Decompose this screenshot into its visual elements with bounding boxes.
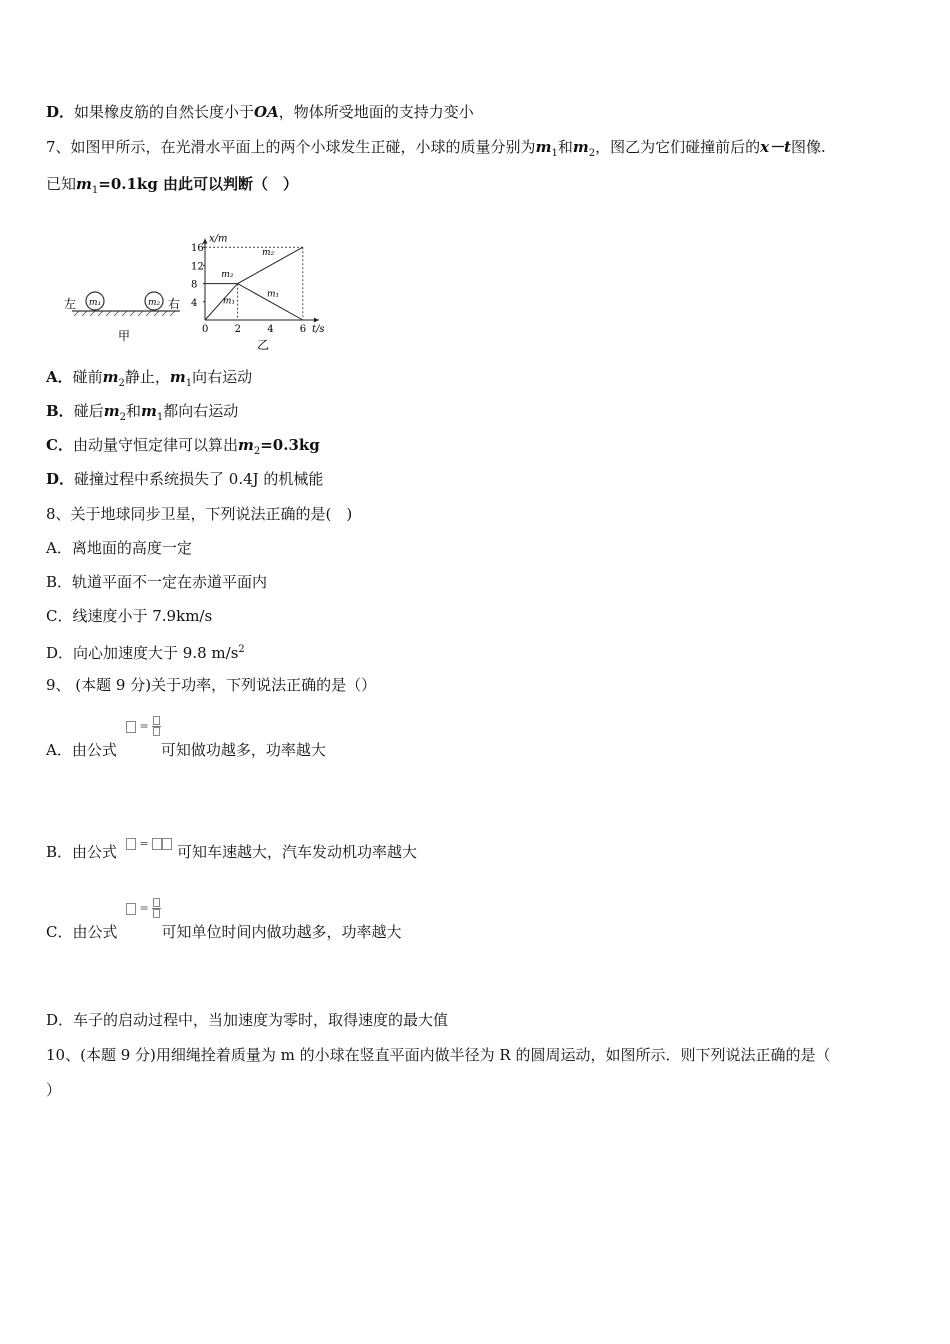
label-m1-before: m₁ (222, 296, 236, 307)
x-tick-label: 4 (267, 324, 274, 335)
fraction (152, 716, 161, 737)
option-text: 如果橡皮筋的自然长度小于 (74, 103, 255, 121)
stem-text: 如图甲所示，在光滑水平面上的两个小球发生正碰，小球的质量分别为 (70, 138, 536, 156)
option-text: 和 (125, 402, 141, 420)
option-text: 碰前 (72, 368, 103, 386)
q7-stem (46, 137, 826, 164)
q10-stem-close: ） (46, 1081, 62, 1099)
q7-option-a (46, 367, 252, 394)
symbol-m: m (140, 402, 157, 420)
q9-option-c (46, 922, 402, 942)
q8-option-a: A．离地面的高度一定 (46, 539, 192, 557)
symbol-m: m (76, 175, 92, 193)
q9-option-a (46, 740, 326, 760)
stem-text: 已知 (46, 175, 77, 193)
caption-yi: 乙 (257, 338, 270, 350)
y-tick-label: 4 (191, 297, 198, 309)
subscript: 2 (119, 412, 126, 423)
option-text: 可知车速越大，汽车发动机功率越大 (177, 843, 418, 861)
option-text: 向右运动 (192, 368, 253, 386)
option-label: D． (46, 470, 75, 488)
figure-jia (60, 280, 190, 350)
symbol-m: m (103, 402, 120, 420)
label-right: 右 (168, 297, 181, 311)
superscript: 2 (238, 644, 245, 655)
chart-marks (205, 247, 303, 320)
label-m2-before: m₂ (221, 269, 234, 280)
formula-p-w-over-t-a (126, 716, 161, 737)
figure-yi-xt-graph (188, 205, 348, 350)
q9-option-d: D．车子的启动过程中，当加速度为零时，取得速度的最大值 (46, 1011, 449, 1029)
label-m1-after: m₁ (266, 289, 280, 300)
symbol-m: m (169, 368, 186, 386)
option-text: B．由公式 (46, 843, 118, 861)
stem-text: ，图乙为它们碰撞前后的 (595, 138, 761, 156)
symbol-m: m (237, 436, 254, 454)
option-text: A．由公式 (46, 741, 117, 759)
subscript: 1 (185, 378, 193, 389)
option-text: 静止， (124, 368, 170, 386)
symbol-xt: x－t (760, 138, 791, 156)
x-axis-label: t/s (311, 324, 325, 335)
x-tick-label: 2 (234, 324, 241, 335)
y-tick-label: 12 (191, 261, 204, 273)
placeholder-glyph (126, 903, 136, 915)
subscript: 1 (551, 148, 558, 159)
question-number: 7、 (46, 138, 71, 156)
ground-hatch (74, 311, 175, 316)
q6-option-d (46, 102, 474, 122)
subscript: 2 (118, 378, 125, 389)
y-tick-label: 16 (191, 243, 204, 255)
option-text: 都向右运动 (163, 402, 239, 420)
label-left: 左 (64, 297, 77, 311)
x-axis-arrow (314, 318, 319, 323)
option-text: 可知做功越多，功率越大 (160, 741, 326, 759)
q8-stem: 8、关于地球同步卫星，下列说法正确的是( ) (46, 505, 353, 523)
equals-sign: = (139, 719, 149, 733)
x-tick-label: 0 (202, 324, 209, 335)
option-text: ，物体所受地面的支持力变小 (278, 103, 474, 121)
label-m2-after: m₂ (262, 247, 275, 258)
q9-stem: 9、 (本题 9 分)关于功率，下列说法正确的是（） (46, 676, 377, 694)
subscript: 1 (156, 412, 164, 423)
x-tick-label: 6 (299, 324, 307, 335)
option-label: C． (46, 436, 73, 454)
axes (191, 239, 319, 335)
q8-option-b: B．轨道平面不一定在赤道平面内 (46, 573, 268, 591)
q10-stem: 10、(本题 9 分)用细绳拴着质量为 m 的小球在竖直平面内做半径为 R 的圆周运动，如图所示．则下列说法正确的是（ (46, 1046, 831, 1064)
q7-option-c (46, 435, 320, 462)
q8-option-c: C．线速度小于 7.9km/s (46, 607, 213, 625)
ball-m1-label: m₁ (89, 298, 102, 308)
caption-jia: 甲 (118, 329, 131, 343)
series-line-m2 (205, 247, 303, 283)
symbol-oa: OA (254, 103, 279, 121)
option-text: 可知单位时间内做功越多，功率越大 (161, 923, 402, 941)
series-line-m1 (205, 284, 303, 320)
option-text: 碰撞过程中系统损失了 0.4J 的机械能 (74, 470, 324, 488)
option-text: D．向心加速度大于 9.8 m/s (46, 644, 239, 662)
option-label: D． (46, 103, 75, 121)
option-label: B． (46, 402, 74, 420)
placeholder-glyph (126, 721, 136, 733)
y-tick-label: 8 (191, 279, 198, 291)
q7-option-b (46, 401, 238, 428)
subscript: 2 (588, 148, 596, 159)
equals-sign: = (139, 901, 149, 915)
fraction (152, 898, 161, 919)
option-text: =0.3kg (260, 436, 320, 454)
stem-text: 和 (557, 138, 573, 156)
symbol-m: m (572, 138, 589, 156)
option-text: 碰后 (73, 402, 104, 420)
ball-m2-label: m₂ (148, 298, 161, 308)
equals-sign: = (139, 837, 149, 850)
option-text: 由动量守恒定律可以算出 (72, 436, 238, 454)
subscript: 1 (91, 185, 99, 196)
y-axis-label: x/m (209, 233, 228, 245)
option-label: A． (46, 368, 73, 386)
stem-text: =0.1kg 由此可以判断（ ） (98, 175, 299, 193)
option-text: C．由公式 (46, 923, 118, 941)
stem-text: 图像. (790, 138, 826, 156)
q7-option-d (46, 469, 323, 489)
formula-p-w-over-t-c (126, 898, 161, 919)
symbol-m: m (102, 368, 119, 386)
symbol-m: m (535, 138, 552, 156)
q9-option-b (46, 842, 417, 862)
q8-option-d (46, 640, 245, 663)
subscript: 2 (253, 446, 261, 457)
q7-given (46, 174, 298, 201)
